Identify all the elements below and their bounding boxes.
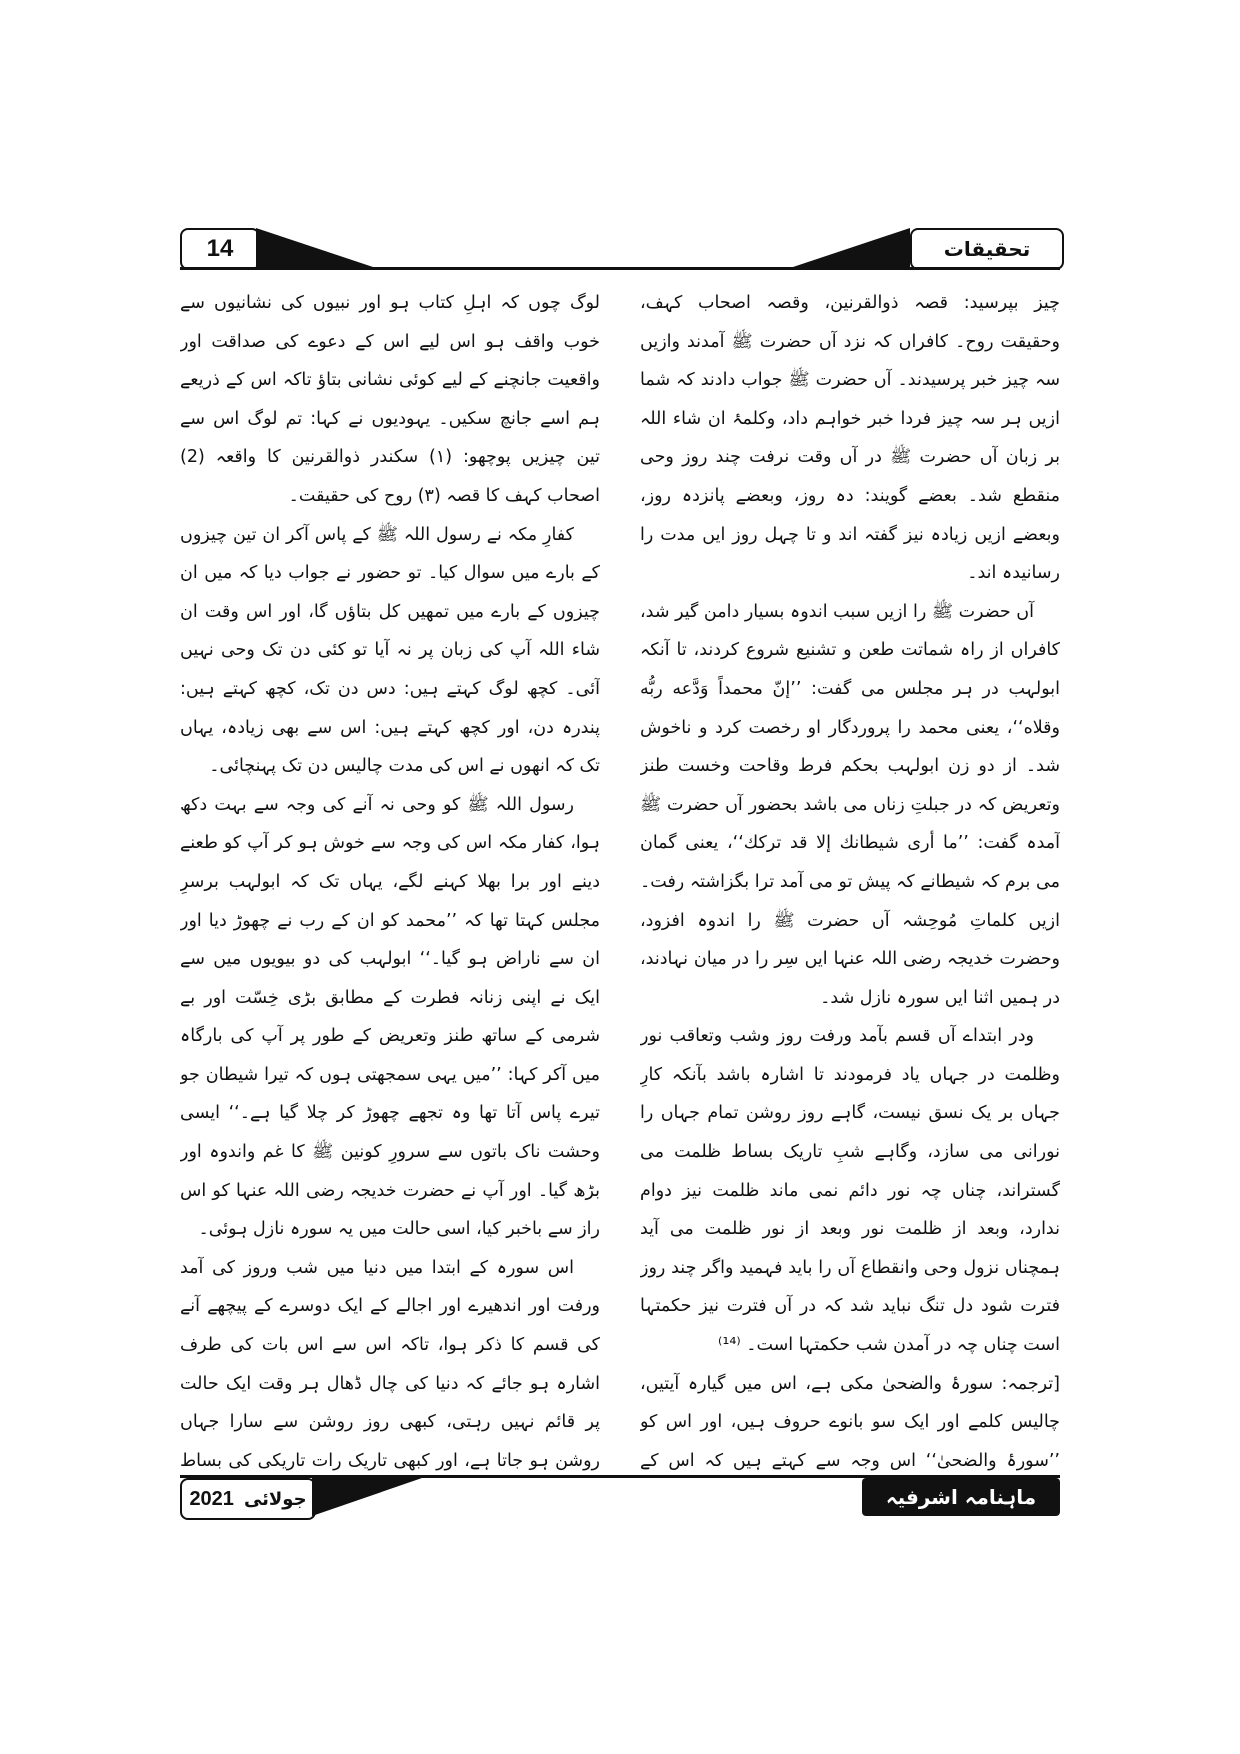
right-paragraph-1: چیز بپرسید: قصہ ذوالقرنین، وقصہ اصحاب کہف، وحقیقت روح۔ کافراں کہ نزد آں حضرت ﷺ آمدند وازیں سہ چیز خبر پرسیدند۔ آں حضرت ﷺ جواب دادند کہ شما ازیں ہر سہ چیز فردا خبر خواہم داد، وکلمۂ ان شاء اللہ بر زبان آں حضرت ﷺ در آں وقت نرفت چند روز وحی منقطع شد۔ بعضے گویند: دہ روز، وبعضے پانزدہ روز، وبعضے ازیں زیادہ نیز گفتہ اند و تا چہل روز ایں مدت را رسانیدہ اند۔ bbox=[640, 293, 1060, 584]
issue-date-box bbox=[180, 1478, 316, 1520]
section-title-box bbox=[910, 228, 1064, 270]
left-paragraph-2: کفارِ مکہ نے رسول اللہ ﷺ کے پاس آکر ان تین چیزوں کے بارے میں سوال کیا۔ تو حضور نے جواب دیا کہ میں ان چیزوں کے بارے میں تمھیں کل بتاؤں گا، اور اس وقت ان شاء اللہ آپ کی زبان پر نہ آیا تو کئی دن تک وحی نہیں آئی۔ کچھ لوگ کہتے ہیں: دس دن تک، کچھ کہتے ہیں: پندرہ دن، اور کچھ کہتے ہیں: اس سے بھی زیادہ، یہاں تک کہ انھوں نے اس کی مدت چالیس دن تک پہنچائی۔ bbox=[180, 524, 600, 777]
issue-month: جولائی bbox=[243, 1488, 307, 1510]
right-paragraph-3: ودر ابتداے آں قسم بآمد ورفت روز وشب وتعاقب نور وظلمت در جہاں یاد فرمودند تا اشارہ باشد بآنکہ کارِ جہاں بر یک نسق نیست، گاہے روز روشن تمام جہاں را نورانی می سازد، وگاہے شبِ تاریک بساط ظلمت می گستراند، چناں چہ نور دائم نمی ماند ظلمت نیز دوام ندارد، وبعد از ظلمت نور وبعد از نور ظلمت می آید ہمچناں نزول وحی وانقطاع آں را باید فہمید واگر چند روز فترت شود دل تنگ نباید شد کہ در آں فترت نیز حکمتہا است چناں چہ در آمدن شب حکمتہا است۔ ⁽¹⁴⁾ bbox=[640, 1026, 1060, 1356]
header-right-wedge bbox=[790, 228, 910, 268]
right-column bbox=[640, 284, 1060, 1474]
magazine-name-box bbox=[862, 1478, 1060, 1516]
header-left-wedge bbox=[256, 228, 376, 268]
page-number-box bbox=[180, 228, 260, 270]
left-paragraph-4: اس سورہ کے ابتدا میں دنیا میں شب وروز کی آمد ورفت اور اندھیرے اور اجالے کے ایک دوسرے کے پیچھے آنے کی قسم کا ذکر ہوا، تاکہ اس سے اس بات کی طرف اشارہ ہو جائے کہ دنیا کی چال ڈھال ہر وقت ایک حالت پر قائم نہیں رہتی، کبھی روز روشن سے سارا جہاں روشن ہو جاتا ہے، اور کبھی تاریک رات تاریکی کی بساط bbox=[180, 1257, 600, 1471]
section-title: تحقیقات bbox=[943, 237, 1031, 261]
footer-left-wedge bbox=[312, 1478, 422, 1516]
left-paragraph-1: لوگ چوں کہ اہلِ کتاب ہو اور نبیوں کی نشانیوں سے خوب واقف ہو اس لیے اس کے دعوے کی صداقت اور واقعیت جانچنے کے لیے کوئی نشانی بتاؤ تاکہ اس کے ذریعے ہم اسے جانچ سکیں۔ یہودیوں نے کہا: تم لوگ اس سے تین چیزیں پوچھو: (۱) سکندر ذوالقرنین کا واقعہ (2) اصحاب کہف کا قصہ (۳) روح کی حقیقت۔ bbox=[180, 293, 600, 506]
issue-year: 2021 bbox=[189, 1487, 234, 1510]
right-paragraph-2: آں حضرت ﷺ را ازیں سبب اندوہ بسیار دامن گیر شد، کافراں از راہ شماتت طعن و تشنیع شروع کردند، تا آنکہ ابولہب در ہر مجلس می گفت: ’’إنّ محمداً وَدَّعه ربُّه وقلاه‘‘، یعنی محمد را پروردگار او رخصت کرد و ناخوش شد۔ از دو زن ابولہب بحکم فرط وقاحت وخست طنز وتعریض کہ در جبلتِ زناں می باشد بحضور آں حضرت ﷺ آمدہ گفت: ’’ما أرى شيطانك إلا قد تركك‘‘، یعنی گمان می برم کہ شیطانے کہ پیش تو می آمد ترا بگزاشتہ رفت۔ ازیں کلماتِ مُوحِشہ آں حضرت ﷺ را اندوہ افزود، وحضرت خدیجہ رضی اللہ عنہا ایں سِر را در میان نہادند، در ہمیں اثنا ایں سورہ نازل شد۔ bbox=[640, 601, 1060, 1008]
page-number: 14 bbox=[206, 235, 234, 262]
left-paragraph-3: رسول اللہ ﷺ کو وحی نہ آنے کی وجہ سے بہت دکھ ہوا، کفار مکہ اس کی وجہ سے خوش ہو کر آپ کو طعنے دینے اور برا بھلا کہنے لگے، یہاں تک کہ ابولہب برسرِ مجلس کہتا تھا کہ ’’محمد کو ان کے رب نے چھوڑ دیا اور ان سے ناراض ہو گیا۔‘‘ ابولہب کی دو بیویوں میں سے ایک نے اپنی زنانہ فطرت کے مطابق بڑی خِسّت اور بے شرمی کے ساتھ طنز وتعریض کے طور پر آپ کی بارگاہ میں آکر کہا: ’’میں یہی سمجھتی ہوں کہ تیرا شیطان جو تیرے پاس آتا تھا وہ تجھے چھوڑ کر چلا گیا ہے۔‘‘ ایسی وحشت ناک باتوں سے سرورِ کونین ﷺ کا غم واندوہ اور بڑھ گیا۔ اور آپ نے حضرت خدیجہ رضی اللہ عنہا کو اس راز سے باخبر کیا، اسی حالت میں یہ سورہ نازل ہوئی۔ bbox=[180, 794, 600, 1240]
header-rule bbox=[180, 267, 1060, 270]
right-paragraph-4: [ترجمہ: سورۂ والضحیٰ مکی ہے، اس میں گیارہ آیتیں، چالیس کلمے اور ایک سو بانوے حروف ہیں، اور اس کو ’’سورۂ والضحیٰ‘‘ اس وجہ سے کہتے ہیں کہ اس کے bbox=[640, 1373, 1060, 1471]
left-column bbox=[180, 284, 600, 1474]
magazine-name: ماہنامہ اشرفیہ bbox=[885, 1485, 1037, 1509]
